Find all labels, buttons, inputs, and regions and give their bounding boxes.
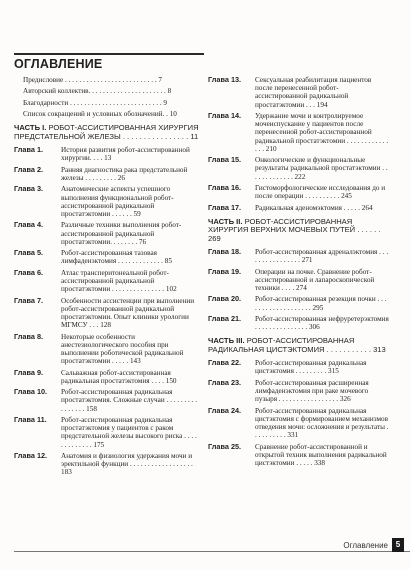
toc-entry (208, 315, 390, 331)
toc-entry (208, 248, 390, 264)
toc-entry-title: Робот-ассистированная радикальная цистэктомия с формированием механизмов отведения мочи: осложнения и результаты . . . . . . . . . . 331 (255, 406, 389, 440)
toc-part-heading (14, 124, 200, 141)
toc-entry (208, 359, 390, 375)
toc-entry (14, 87, 200, 95)
chapter-number: Глава 23. (208, 377, 242, 387)
chapter-number: Глава 2. (14, 164, 44, 174)
chapter-number: Глава 13. (208, 75, 242, 84)
toc-entry (14, 297, 200, 330)
toc-part-heading (208, 337, 390, 354)
toc-entry-title: Онкологические и функциональные результаты радикальной простатэктомии . . . . . . . . . . . . . 222 (255, 156, 388, 181)
toc-left-column (14, 76, 200, 480)
chapter-number: Глава 16. (208, 183, 242, 192)
toc-entry (14, 110, 200, 118)
chapter-number: Глава 12. (14, 450, 48, 460)
part-title: РОБОТ-АССИСТИРОВАННАЯ РАДИКАЛЬНАЯ ЦИСТЭКТОМИЯ . . . . . . . . . . . 313 (208, 336, 386, 354)
toc-entry-title: Авторский коллектив. . . . . . . . . . . . . . . . . . . . . . 8 (23, 87, 172, 96)
heading-rule (14, 53, 204, 55)
chapter-number: Глава 19. (208, 266, 242, 276)
part-title: РОБОТ-АССИСТИРОВАННАЯ ХИРУРГИЯ ПРЕДСТАТЕЛЬНОЙ ЖЕЛЕЗЫ . . . . . . . . . . . . . . . . 11 (14, 123, 199, 141)
chapter-number: Глава 10. (14, 387, 48, 397)
toc-entry-title: Робот-ассистированная расширенная лимфаденэктомия при раке мочевого пузыря . . . . . . . . . . . . . . . . . 326 (255, 378, 369, 404)
chapter-number: Глава 14. (208, 111, 242, 120)
toc-entry-title: Атлас трансперитонеальной робот-ассистированной радикальной простатэктомии . . . . . . . . . . . . . . . 102 (61, 268, 177, 294)
toc-entry (14, 185, 200, 218)
part-title: РОБОТ-АССИСТИРОВАННАЯ ХИРУРГИЯ ВЕРХНИХ МОЧЕВЫХ ПУТЕЙ . . . . . . 269 (208, 216, 381, 243)
toc-entry (208, 204, 390, 212)
toc-entry (14, 166, 200, 182)
chapter-number: Глава 8. (14, 331, 44, 341)
chapter-number: Глава 15. (208, 155, 242, 165)
chapter-number: Глава 11. (14, 414, 47, 424)
chapter-number: Глава 18. (208, 247, 242, 257)
toc-entry (14, 249, 200, 265)
part-number: ЧАСТЬ II. (208, 216, 243, 226)
toc-entry-title: Гистоморфологические исследования до и после операции . . . . . . . . . . 245 (255, 184, 386, 201)
toc-entry (14, 76, 200, 84)
toc-entry (208, 295, 390, 311)
part-number: ЧАСТЬ III. (208, 336, 245, 346)
toc-entry-title: Некоторые особенности анестезиологического пособия при выполнении роботической радикальной простатэктомии . . . . . 143 (61, 332, 184, 366)
toc-entry-title: Робот-ассистированная радикальная простатэктомия. Сложные случаи . . . . . . . . . . . . . . . . 158 (61, 388, 198, 413)
toc-entry-title: Робот-ассистированная радикальная простатэктомия у пациентов с раком предстательной железы высокого риска . . . . . . . . . . . . . 175 (61, 415, 197, 449)
chapter-number: Глава 20. (208, 294, 242, 304)
chapter-number: Глава 1. (14, 145, 44, 155)
chapter-number: Глава 9. (14, 367, 44, 377)
toc-entry-title: Робот-ассистированная нефруретерэктомия . . . . . . . . . . . . . . . 306 (255, 315, 389, 332)
toc-entry-title: Операции на почке. Сравнение робот-ассистированной и лапароскопической техники . . . . 274 (255, 267, 375, 293)
footer-rule (14, 551, 410, 552)
toc-entry-title: Благодарности . . . . . . . . . . . . . . . . . . . . . . . . . . 9 (23, 98, 168, 107)
toc-entry-title: Робот-ассистированная адреналэктомия . . . . . . . . . . . . . . . . 271 (255, 248, 389, 265)
toc-entry (208, 379, 390, 404)
chapter-number: Глава 7. (14, 295, 44, 305)
toc-entry (208, 443, 390, 468)
toc-entry-title: Различные техники выполнения робот-ассистированной радикальной простатэктомии. . . . . . . . 76 (61, 221, 182, 246)
toc-entry-title: Анатомия и физиология удержания мочи и эректильной функции . . . . . . . . . . . . . . . . . . 183 (61, 451, 193, 477)
toc-entry (14, 221, 200, 246)
toc-entry-title: Сравнение робот-ассистированной и открытой техник выполнения радикальной цистэктомии . . . . . 338 (255, 442, 387, 468)
page-title: ОГЛАВЛЕНИЕ (14, 57, 103, 71)
toc-entry (14, 333, 200, 366)
toc-entry (208, 184, 390, 200)
toc-entry (14, 146, 200, 162)
toc-entry-title: Робот-ассистированная тазовая лимфаденэктомия . . . . . . . . . . . . . 85 (61, 249, 172, 266)
page-number: 5 (392, 538, 404, 552)
toc-entry-title: Робот-ассистированная радикальная цистэктомия . . . . . . . . . 315 (255, 359, 367, 376)
toc-entry-title: Ранняя диагностика рака предстательной железы . . . . . . . . . 26 (61, 165, 188, 182)
toc-entry-title: Робот-ассистированная резекция почки . . . . . . . . . . . . . . . . . . . 295 (255, 295, 387, 312)
toc-entry-title: Особенности ассистенции при выполнении робот-ассистированной радикальной простатэктомии. Опыт клиники урологии МГМСУ . . . 128 (61, 296, 195, 330)
toc-entry (14, 269, 200, 294)
toc-entry (14, 416, 200, 449)
toc-right-column (208, 76, 390, 470)
chapter-number: Глава 4. (14, 220, 44, 230)
chapter-number: Глава 21. (208, 314, 242, 323)
chapter-number: Глава 24. (208, 405, 242, 415)
chapter-number: Глава 6. (14, 267, 44, 277)
part-number: ЧАСТЬ I. (14, 123, 47, 133)
toc-entry-title: История развития робот-ассистированной хирургии. . . . 13 (61, 146, 190, 163)
chapter-number: Глава 22. (208, 358, 242, 368)
toc-entry-title: Анатомические аспекты успешного выполнения функциональной робот-ассистированной радикальной простатэктомии . . . . . . 59 (61, 185, 174, 218)
chapter-number: Глава 25. (208, 441, 242, 451)
toc-entry-title: Радикальная аденомэктомия . . . . . 264 (255, 203, 373, 212)
chapter-number: Глава 17. (208, 202, 242, 212)
toc-entry (208, 407, 390, 440)
toc-entry-title: Сальважная робот-ассистированная радикальная простатэктомия . . . . 150 (61, 368, 177, 385)
toc-entry (14, 369, 200, 385)
toc-entry (208, 76, 390, 109)
toc-entry (208, 112, 390, 153)
toc-entry-title: Удержание мочи и контролируемое мочеиспускание у пациентов после перенесенной робот-ассистированной радикальной простатэктомии . . . . . . . . . . . . . . . 210 (255, 112, 389, 153)
chapter-number: Глава 5. (14, 248, 44, 258)
footer-section-label: Оглавление (343, 541, 388, 550)
toc-entry (208, 268, 390, 293)
chapter-number: Глава 3. (14, 184, 44, 194)
toc-entry-title: Предисловие . . . . . . . . . . . . . . . . . . . . . . . . . . 7 (23, 76, 163, 84)
toc-entry (14, 452, 200, 477)
toc-entry-title: Список сокращений и условных обозначений. . 10 (23, 110, 177, 119)
toc-part-heading (208, 218, 390, 243)
toc-entry-title: Сексуальная реабилитация пациентов после перенесенной робот-ассистированной радикальной простатэктомии . . . 194 (255, 76, 372, 109)
toc-entry (208, 156, 390, 181)
toc-entry (14, 388, 200, 413)
toc-entry (14, 99, 200, 107)
